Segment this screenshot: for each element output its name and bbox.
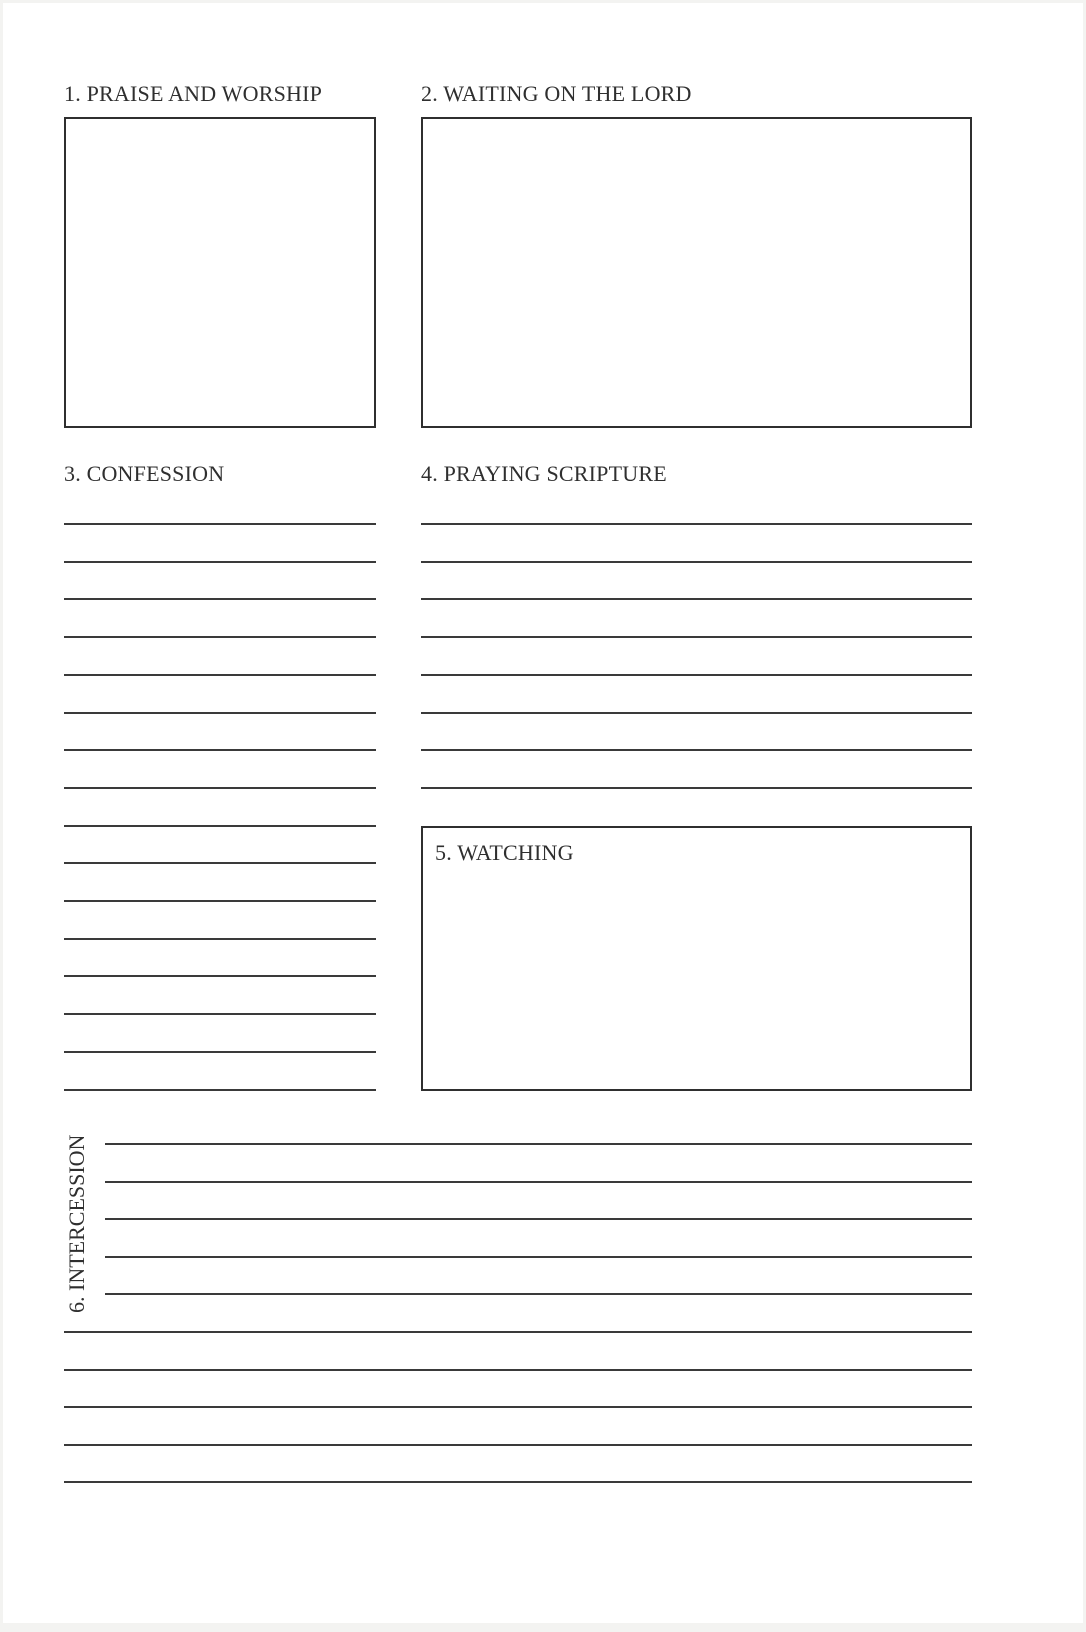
scripture-writing-line[interactable] bbox=[421, 598, 972, 600]
intercession-writing-line[interactable] bbox=[105, 1218, 972, 1220]
intercession-writing-line[interactable] bbox=[105, 1256, 972, 1258]
confession-lines bbox=[64, 523, 376, 1103]
intercession-writing-line[interactable] bbox=[105, 1293, 972, 1295]
confession-writing-line[interactable] bbox=[64, 825, 376, 827]
confession-writing-line[interactable] bbox=[64, 598, 376, 600]
scripture-writing-line[interactable] bbox=[421, 712, 972, 714]
praise-worship-label: 1. PRAISE AND WORSHIP bbox=[64, 81, 323, 106]
confession-writing-line[interactable] bbox=[64, 636, 376, 638]
waiting-on-lord-box[interactable] bbox=[421, 117, 972, 428]
confession-writing-line[interactable] bbox=[64, 900, 376, 902]
intercession-writing-line[interactable] bbox=[64, 1444, 972, 1446]
confession-writing-line[interactable] bbox=[64, 938, 376, 940]
confession-writing-line[interactable] bbox=[64, 561, 376, 563]
intercession-writing-line[interactable] bbox=[64, 1369, 972, 1371]
confession-writing-line[interactable] bbox=[64, 523, 376, 525]
confession-writing-line[interactable] bbox=[64, 862, 376, 864]
scripture-writing-line[interactable] bbox=[421, 674, 972, 676]
watching-box[interactable] bbox=[421, 826, 972, 1091]
scripture-writing-line[interactable] bbox=[421, 749, 972, 751]
confession-writing-line[interactable] bbox=[64, 749, 376, 751]
scripture-writing-line[interactable] bbox=[421, 561, 972, 563]
intercession-writing-line[interactable] bbox=[105, 1143, 972, 1145]
intercession-full-lines bbox=[64, 1331, 972, 1491]
intercession-writing-line[interactable] bbox=[64, 1331, 972, 1333]
scripture-writing-line[interactable] bbox=[421, 787, 972, 789]
praying-scripture-label: 4. PRAYING SCRIPTURE bbox=[421, 461, 667, 486]
waiting-on-lord-label: 2. WAITING ON THE LORD bbox=[421, 81, 692, 106]
scripture-writing-line[interactable] bbox=[421, 523, 972, 525]
intercession-label: 6. INTERCESSION bbox=[64, 1134, 89, 1313]
confession-writing-line[interactable] bbox=[64, 975, 376, 977]
watching-label: 5. WATCHING bbox=[435, 840, 574, 865]
confession-writing-line[interactable] bbox=[64, 712, 376, 714]
confession-writing-line[interactable] bbox=[64, 1013, 376, 1015]
journal-page bbox=[3, 3, 1083, 1623]
confession-writing-line[interactable] bbox=[64, 787, 376, 789]
praise-worship-box[interactable] bbox=[64, 117, 376, 428]
intercession-short-lines bbox=[105, 1143, 972, 1303]
confession-writing-line[interactable] bbox=[64, 1089, 376, 1091]
confession-writing-line[interactable] bbox=[64, 674, 376, 676]
intercession-writing-line[interactable] bbox=[105, 1181, 972, 1183]
praying-scripture-lines bbox=[421, 523, 972, 803]
intercession-writing-line[interactable] bbox=[64, 1406, 972, 1408]
scripture-writing-line[interactable] bbox=[421, 636, 972, 638]
intercession-writing-line[interactable] bbox=[64, 1481, 972, 1483]
confession-writing-line[interactable] bbox=[64, 1051, 376, 1053]
confession-label: 3. CONFESSION bbox=[64, 461, 225, 486]
